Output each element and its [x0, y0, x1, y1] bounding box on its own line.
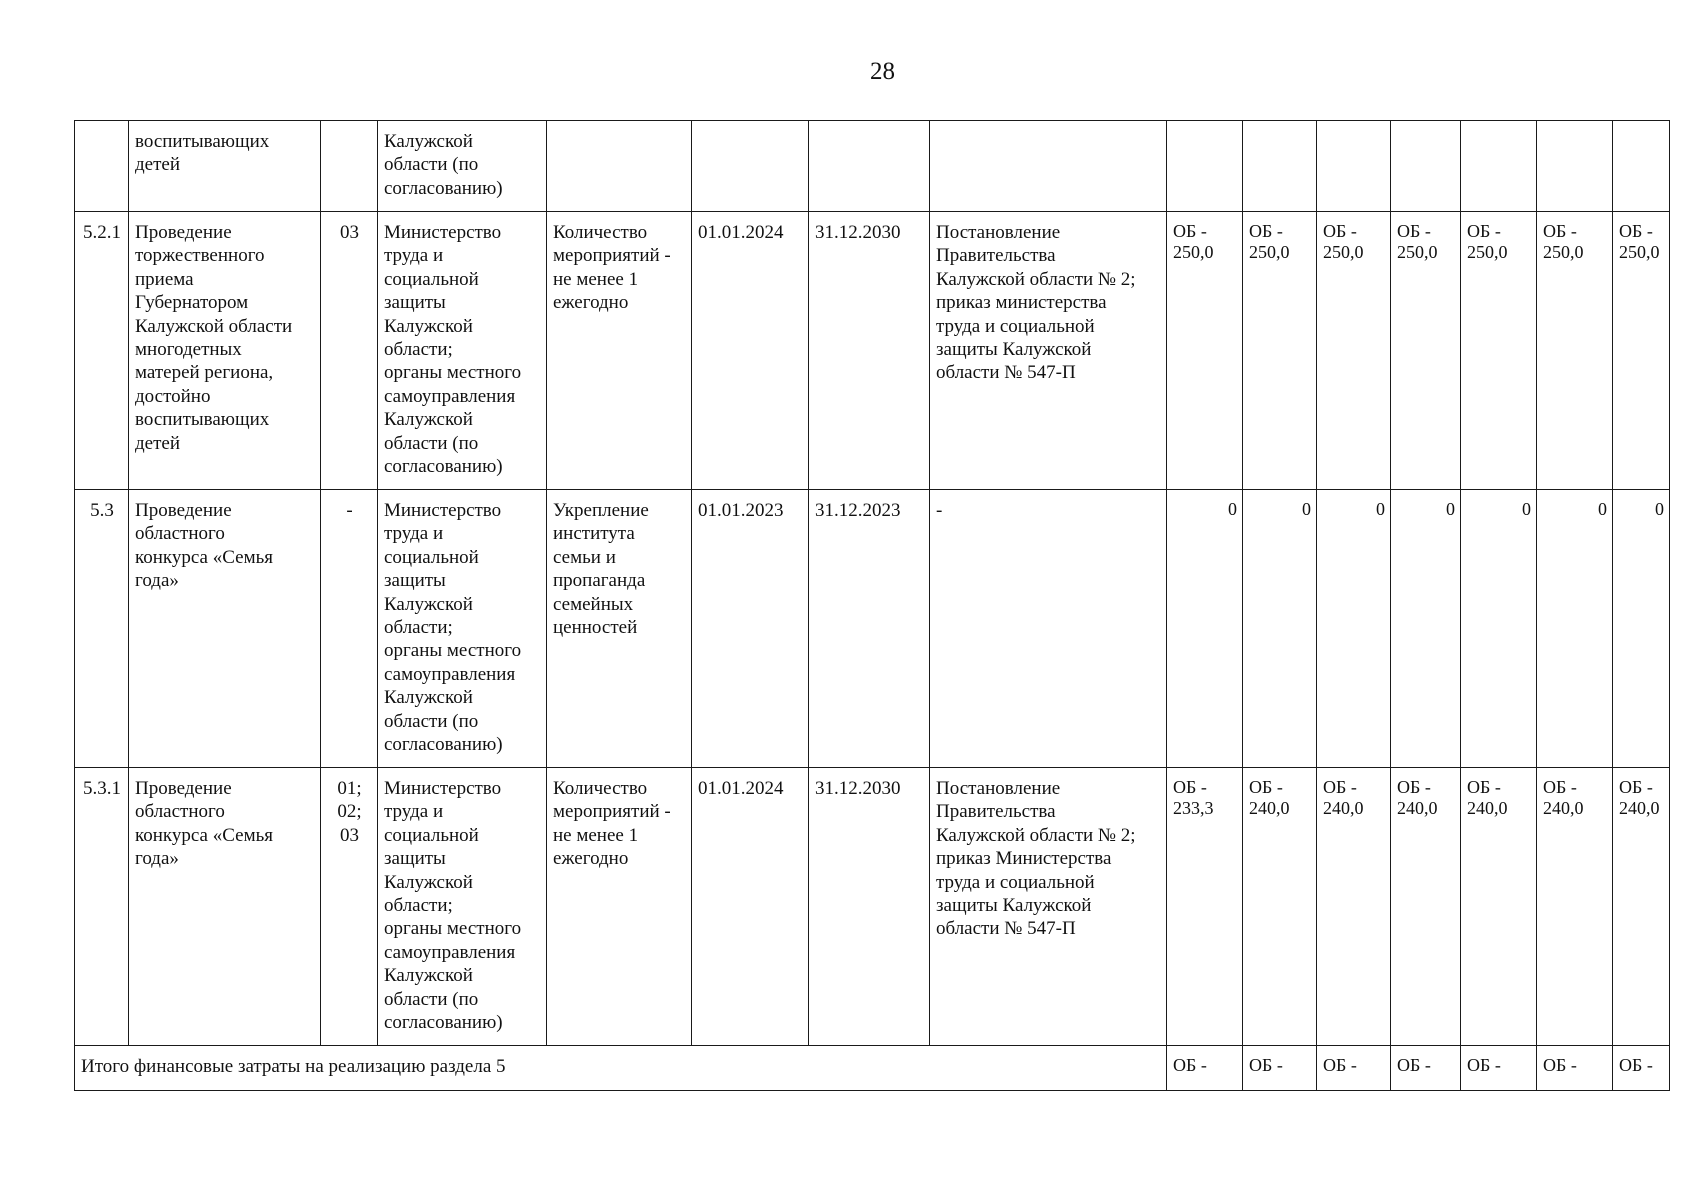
- activity-name: воспитывающих детей: [129, 121, 321, 212]
- row-number: 5.2.1: [75, 212, 129, 490]
- row-number: 5.3.1: [75, 768, 129, 1046]
- total-row: [75, 1046, 1670, 1091]
- total-financing-cell: ОБ -: [1537, 1046, 1613, 1091]
- total-financing-cell: ОБ -: [1391, 1046, 1461, 1091]
- financing-cell: 0: [1461, 490, 1537, 768]
- end-date: 31.12.2023: [809, 490, 930, 768]
- financing-cell: [1167, 121, 1243, 212]
- expected-result: Количество мероприятий - не менее 1 ежегодно: [547, 768, 692, 1046]
- table-row: [75, 768, 1670, 1046]
- financing-cell: ОБ - 250,0: [1391, 212, 1461, 490]
- page-number: 28: [870, 58, 895, 85]
- executor: Министерство труда и социальной защиты Калужской области; органы местного самоуправления Калужской области (по согласованию): [378, 768, 547, 1046]
- legal-basis: Постановление Правительства Калужской области № 2; приказ министерства труда и социальной защиты Калужской области № 547-П: [930, 212, 1167, 490]
- financing-cell: ОБ - 250,0: [1461, 212, 1537, 490]
- row-number: [75, 121, 129, 212]
- task-code: 01; 02; 03: [321, 768, 378, 1046]
- financing-cell: 0: [1317, 490, 1391, 768]
- end-date: 31.12.2030: [809, 212, 930, 490]
- table-row: [75, 490, 1670, 768]
- end-date: 31.12.2030: [809, 768, 930, 1046]
- financing-cell: ОБ - 240,0: [1243, 768, 1317, 1046]
- start-date: 01.01.2023: [692, 490, 809, 768]
- row-number: 5.3: [75, 490, 129, 768]
- task-code: 03: [321, 212, 378, 490]
- financing-cell: ОБ - 250,0: [1167, 212, 1243, 490]
- financing-cell: 0: [1391, 490, 1461, 768]
- financing-cell: ОБ - 240,0: [1391, 768, 1461, 1046]
- activity-name: Проведение областного конкурса «Семья года»: [129, 490, 321, 768]
- legal-basis: [930, 121, 1167, 212]
- start-date: 01.01.2024: [692, 212, 809, 490]
- task-code: -: [321, 490, 378, 768]
- activity-name: Проведение торжественного приема Губернатором Калужской области многодетных матерей региона, достойно воспитывающих детей: [129, 212, 321, 490]
- financing-cell: 0: [1167, 490, 1243, 768]
- expected-result: Количество мероприятий - не менее 1 ежегодно: [547, 212, 692, 490]
- financing-cell: [1613, 121, 1670, 212]
- financing-cell: ОБ - 250,0: [1613, 212, 1670, 490]
- expected-result: Укрепление института семьи и пропаганда семейных ценностей: [547, 490, 692, 768]
- financing-cell: [1461, 121, 1537, 212]
- table-row: [75, 121, 1670, 212]
- financing-cell: 0: [1613, 490, 1670, 768]
- total-label: Итого финансовые затраты на реализацию раздела 5: [75, 1046, 1167, 1091]
- legal-basis: Постановление Правительства Калужской области № 2; приказ Министерства труда и социальной защиты Калужской области № 547-П: [930, 768, 1167, 1046]
- expected-result: [547, 121, 692, 212]
- task-code: [321, 121, 378, 212]
- activity-name: Проведение областного конкурса «Семья года»: [129, 768, 321, 1046]
- executor: Калужской области (по согласованию): [378, 121, 547, 212]
- financing-cell: [1243, 121, 1317, 212]
- financing-cell: ОБ - 233,3: [1167, 768, 1243, 1046]
- financing-cell: ОБ - 250,0: [1243, 212, 1317, 490]
- financing-cell: 0: [1243, 490, 1317, 768]
- financing-cell: [1317, 121, 1391, 212]
- financing-cell: 0: [1537, 490, 1613, 768]
- financing-cell: ОБ - 250,0: [1317, 212, 1391, 490]
- activities-table: [74, 120, 1670, 1091]
- financing-cell: ОБ - 250,0: [1537, 212, 1613, 490]
- financing-cell: [1537, 121, 1613, 212]
- start-date: [692, 121, 809, 212]
- financing-cell: ОБ - 240,0: [1613, 768, 1670, 1046]
- executor: Министерство труда и социальной защиты Калужской области; органы местного самоуправления Калужской области (по согласованию): [378, 490, 547, 768]
- financing-cell: ОБ - 240,0: [1537, 768, 1613, 1046]
- total-financing-cell: ОБ -: [1317, 1046, 1391, 1091]
- financing-cell: ОБ - 240,0: [1317, 768, 1391, 1046]
- total-financing-cell: ОБ -: [1461, 1046, 1537, 1091]
- executor: Министерство труда и социальной защиты Калужской области; органы местного самоуправления Калужской области (по согласованию): [378, 212, 547, 490]
- start-date: 01.01.2024: [692, 768, 809, 1046]
- end-date: [809, 121, 930, 212]
- legal-basis: -: [930, 490, 1167, 768]
- financing-cell: ОБ - 240,0: [1461, 768, 1537, 1046]
- financing-cell: [1391, 121, 1461, 212]
- total-financing-cell: ОБ -: [1243, 1046, 1317, 1091]
- total-financing-cell: ОБ -: [1613, 1046, 1670, 1091]
- total-financing-cell: ОБ -: [1167, 1046, 1243, 1091]
- table-row: [75, 212, 1670, 490]
